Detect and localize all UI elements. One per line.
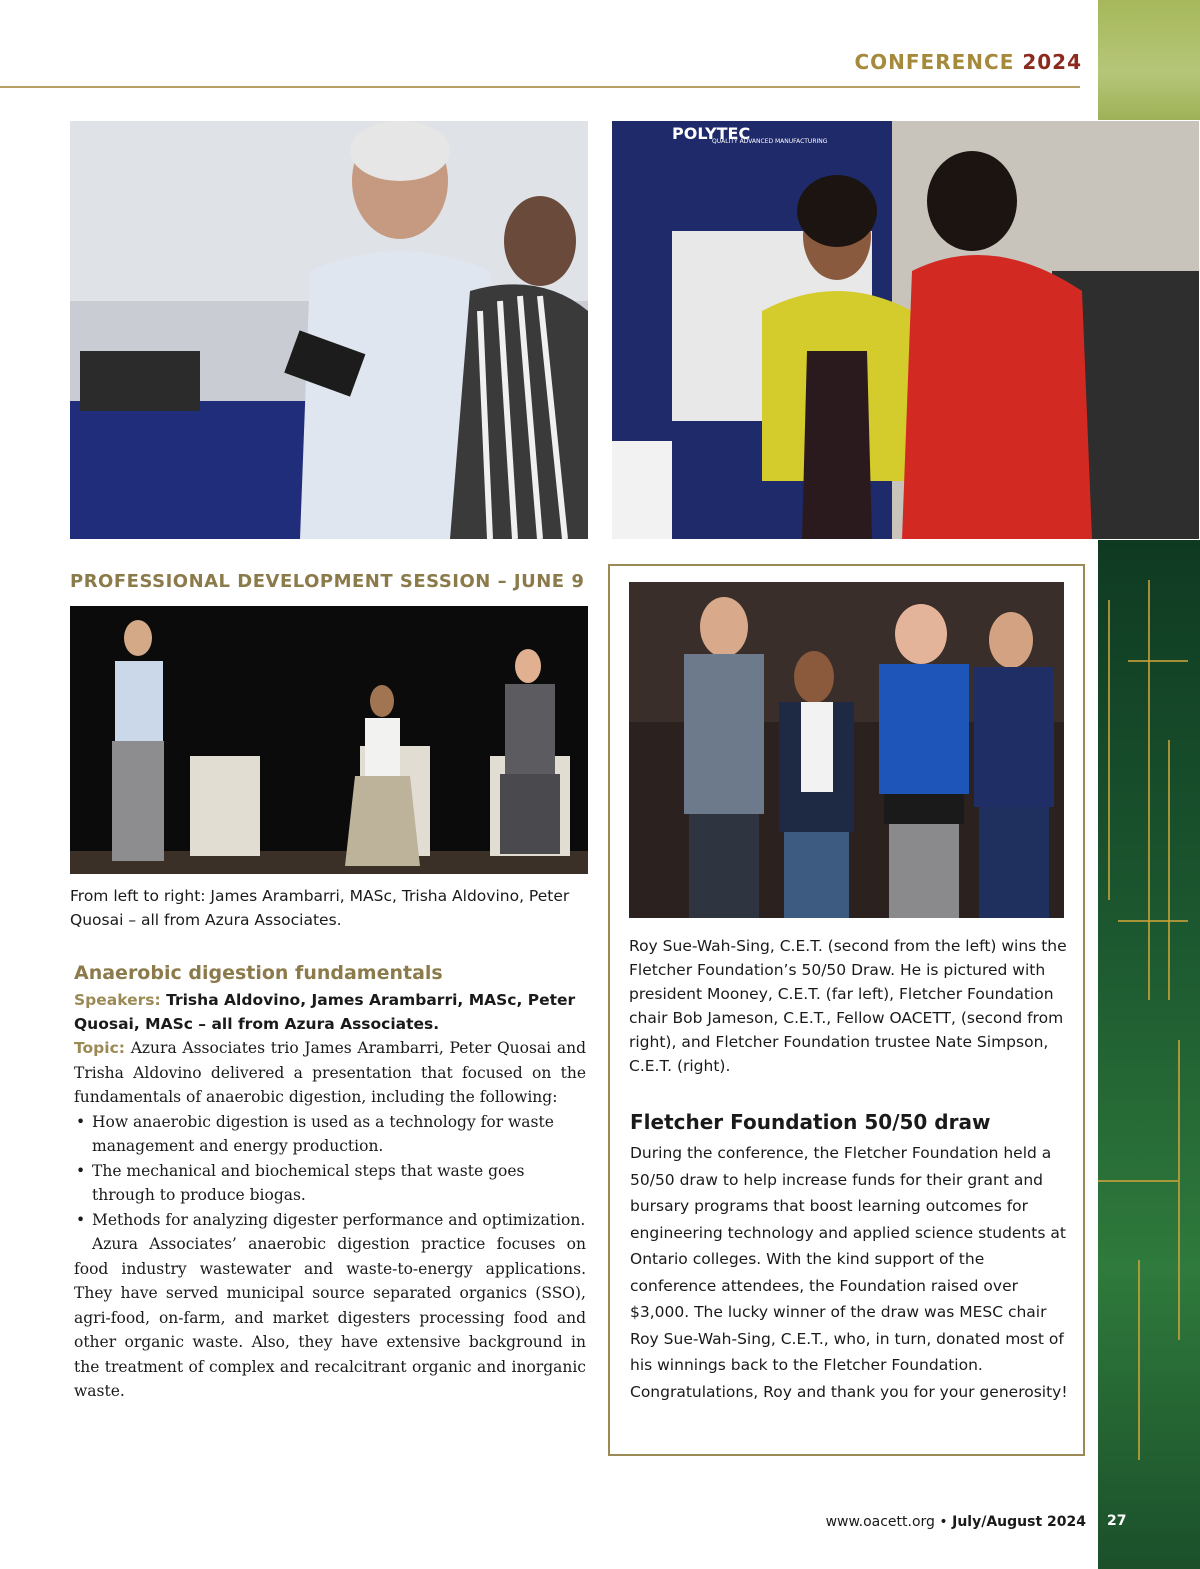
topic-bullet-list bbox=[74, 1110, 586, 1233]
article-speakers bbox=[74, 988, 586, 1036]
list-item: • Methods for analyzing digester performance and optimization. bbox=[74, 1208, 586, 1233]
side-decoration-top bbox=[1098, 0, 1200, 120]
list-item: • The mechanical and biochemical steps that waste goes through to produce biogas. bbox=[74, 1159, 586, 1208]
banner-tagline-text: QUALITY ADVANCED MANUFACTURING bbox=[712, 138, 828, 145]
page-footer bbox=[826, 1514, 1086, 1530]
panel-photo-caption: From left to right: James Arambarri, MASc, Trisha Aldovino, Peter Quosai – all from Azura Associates. bbox=[70, 887, 570, 929]
topic-label: Topic: bbox=[74, 1039, 125, 1057]
box-body-text: During the conference, the Fletcher Foundation held a 50/50 draw to help increase funds for their grant and bursary programs that boost learning outcomes for engineering technology and applied science students at Ontario colleges. With the kind support of the conference attendees, the Foundation raised over $3,000. The lucky winner of the draw was MESC chair Roy Sue-Wah-Sing, C.E.T., who, in turn, donated most of his winnings back to the Fletcher Foundation. Congratulations, Roy and thank you for your generosity! bbox=[630, 1144, 1068, 1401]
article-topic bbox=[74, 1036, 586, 1110]
footer-separator: • bbox=[939, 1514, 948, 1530]
speakers-names: Trisha Aldovino, James Arambarri, MASc, Peter Quosai, MASc – all from Azura Associates. bbox=[74, 991, 576, 1033]
photo-draw-winners bbox=[629, 582, 1064, 918]
topic-text: Azura Associates trio James Arambarri, Peter Quosai and Trisha Aldovino delivered a presentation that focused on the fundamentals of anaerobic digestion, including the following: bbox=[74, 1039, 586, 1106]
header-rule bbox=[0, 86, 1080, 88]
article-anaerobic-digestion bbox=[74, 962, 586, 1404]
photo-panel-stage bbox=[70, 606, 588, 874]
footer-issue: July/August 2024 bbox=[952, 1514, 1086, 1530]
box-title: Fletcher Foundation 50/50 draw bbox=[630, 1110, 991, 1134]
circuit-board-decoration bbox=[1098, 540, 1200, 1569]
photo-polytec-booth bbox=[612, 121, 1199, 539]
draw-photo-caption: Roy Sue-Wah-Sing, C.E.T. (second from the left) wins the Fletcher Foundation’s 50/50 Draw. He is pictured with president Mooney, C.E.T. (far left), Fletcher Foundation chair Bob Jameson, C.E.T., Fellow OACETT, (second from right), and Fletcher Foundation trustee Nate Simpson, C.E.T. (right). bbox=[629, 937, 1067, 1075]
footer-url[interactable]: www.oacett.org bbox=[825, 1514, 935, 1530]
list-item: • How anaerobic digestion is used as a technology for waste management and energy production. bbox=[74, 1110, 586, 1159]
banner-brand-text: POLYTEC bbox=[672, 124, 751, 143]
speakers-label: Speakers: bbox=[74, 991, 161, 1009]
section-heading: PROFESSIONAL DEVELOPMENT SESSION – JUNE 9 bbox=[70, 571, 585, 592]
article-closing-paragraph: Azura Associates’ anaerobic digestion practice focuses on food industry wastewater and waste-to-energy applications. They have served municipal source separated organics (SSO), agri-food, on-farm, and market digesters processing food and other organic waste. Also, they have extensive background in the treatment of complex and recalcitrant organic and inorganic waste. bbox=[74, 1235, 586, 1400]
photo-presenter-demo bbox=[70, 121, 588, 539]
article-title: Anaerobic digestion fundamentals bbox=[74, 962, 443, 984]
conference-header: CONFERENCE 2024 bbox=[854, 50, 1082, 74]
page-number: 27 bbox=[1107, 1513, 1127, 1529]
